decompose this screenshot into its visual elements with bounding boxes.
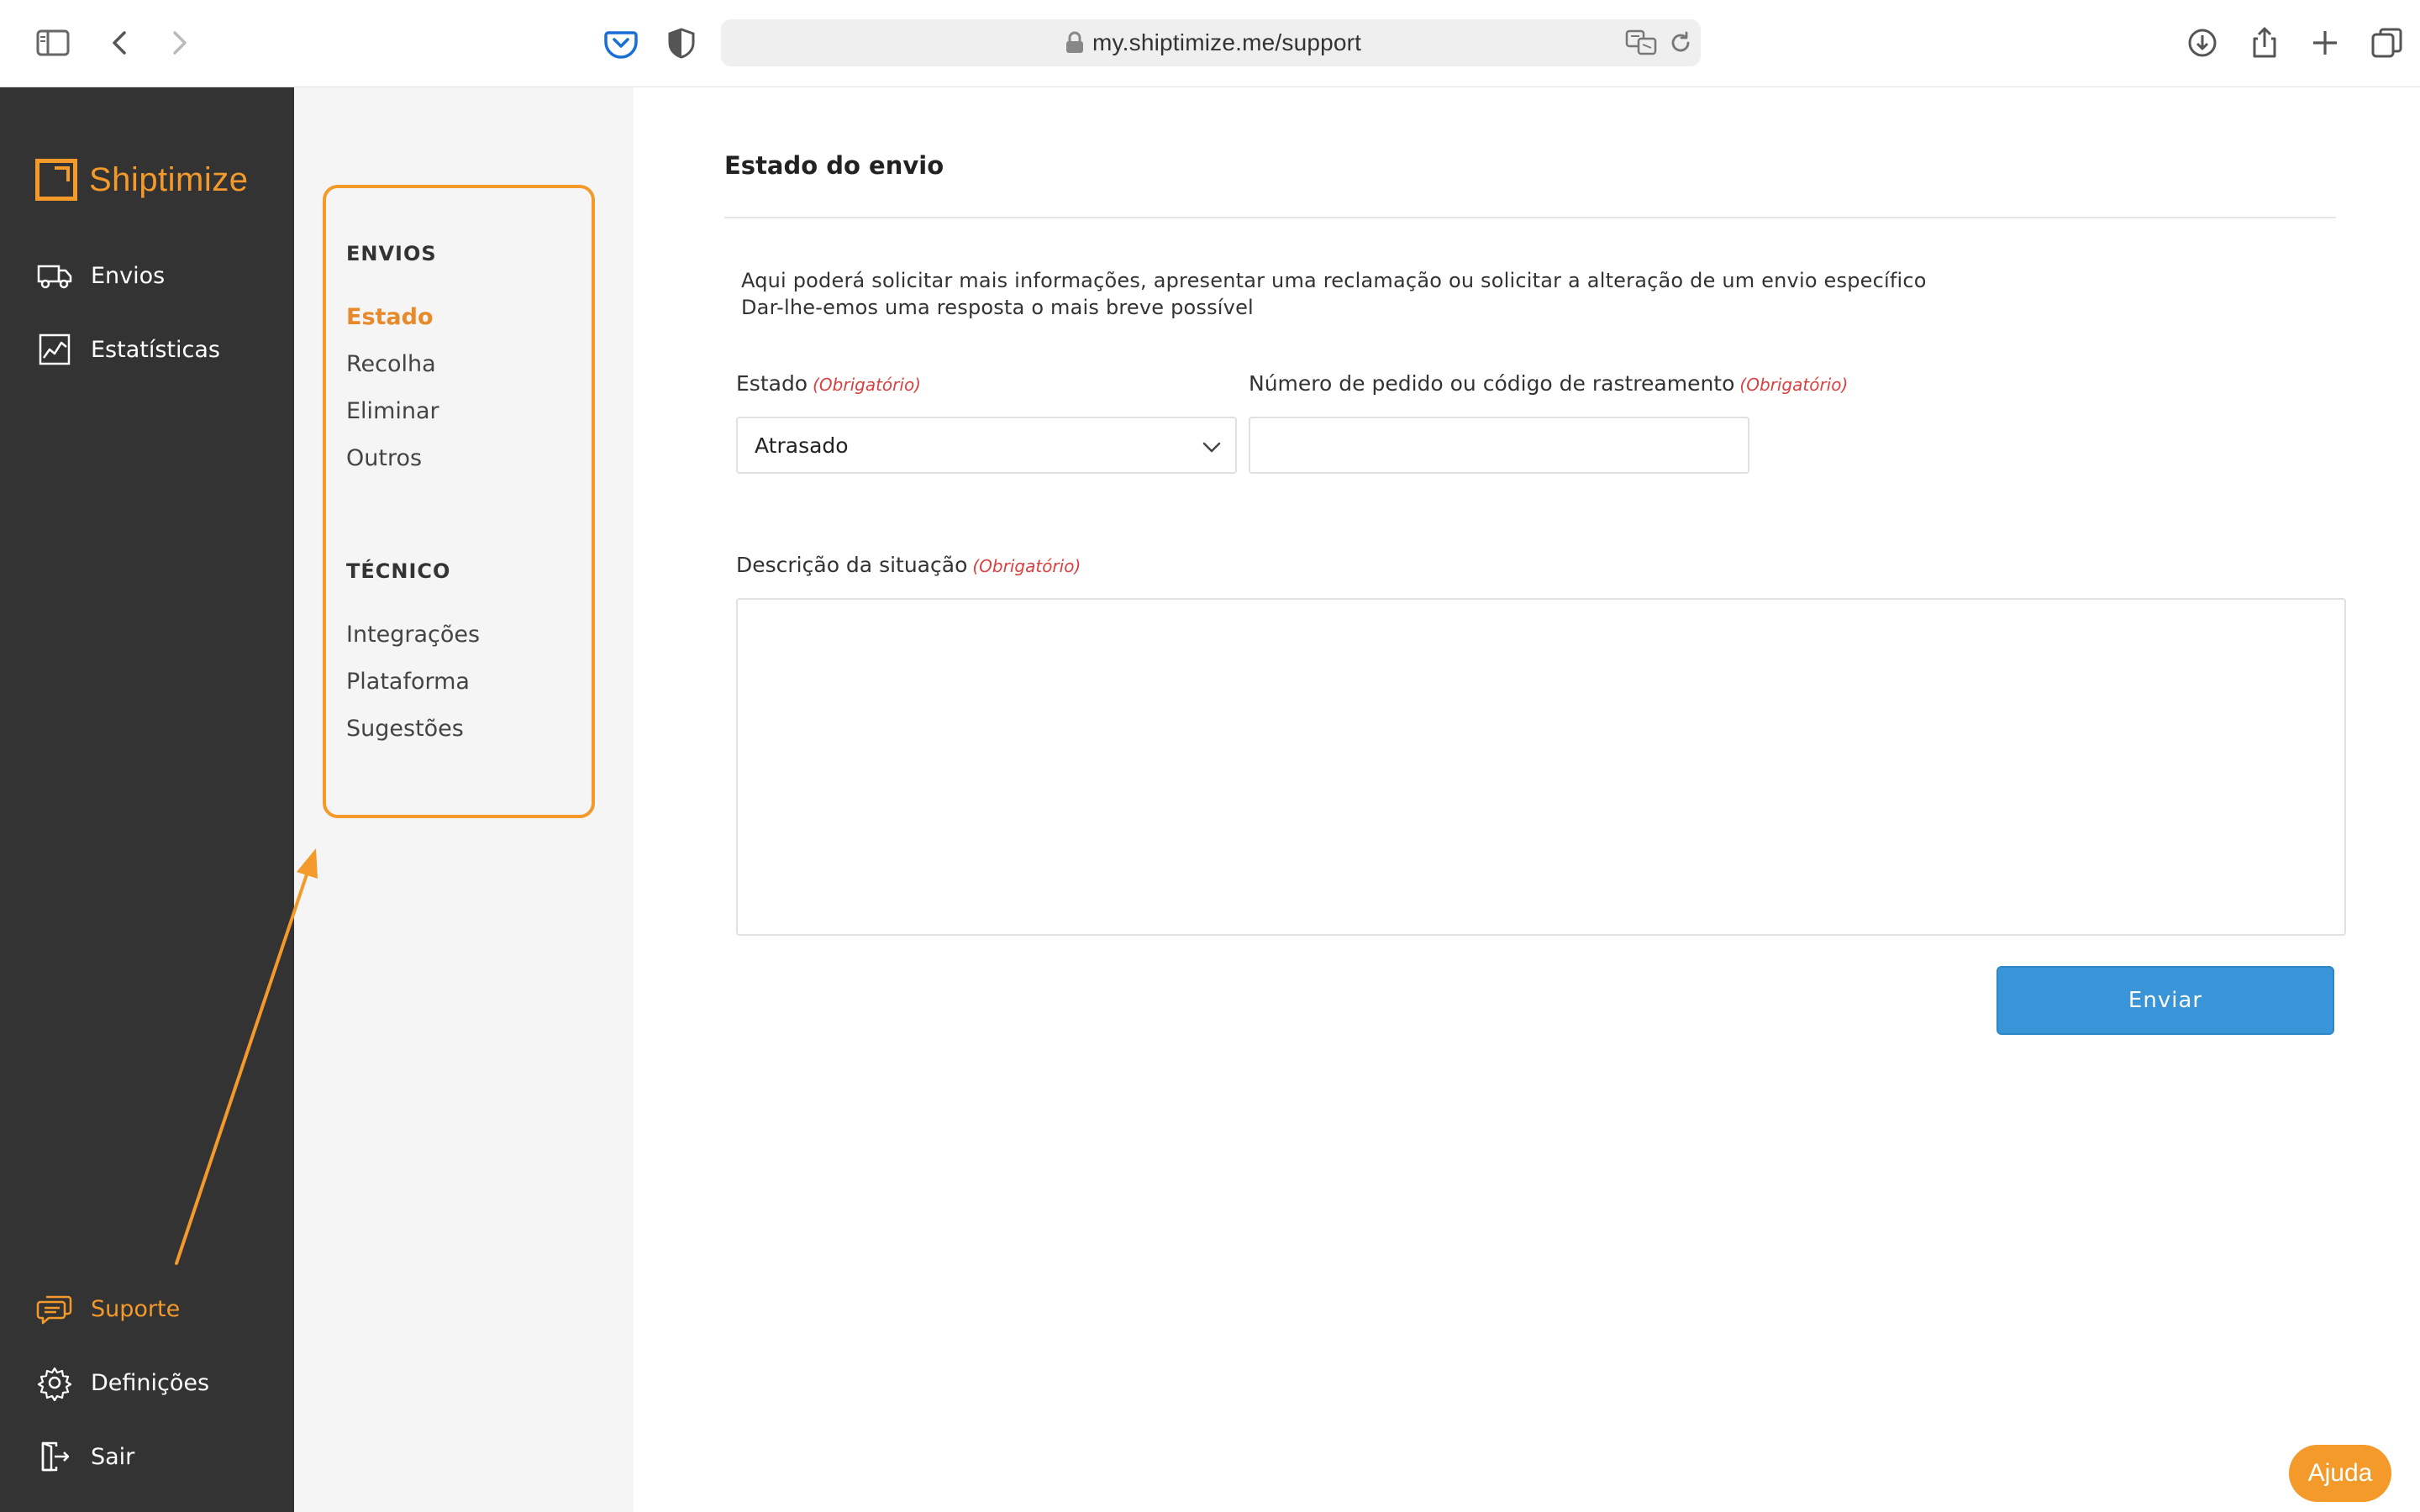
submenu-item-recolha[interactable]: Recolha [346,351,436,377]
submenu-item-plataforma[interactable]: Plataforma [346,669,470,695]
sidebar-item-sair[interactable] [35,1435,134,1478]
sidebar-item-envios[interactable] [35,254,165,297]
main-content [634,87,2420,1512]
browser-toolbar [0,0,2420,87]
sidebar-item-label: Suporte [91,1295,181,1322]
chart-icon [35,330,74,369]
submenu-item-eliminar[interactable]: Eliminar [346,398,439,424]
status-select[interactable] [736,417,1237,474]
chevron-down-icon [1200,435,1223,459]
sidebar-toggle-icon[interactable] [32,22,74,64]
section-heading-envios: ENVIOS [346,242,437,265]
shield-icon[interactable] [660,22,702,64]
chat-icon [35,1289,74,1328]
tracking-input[interactable] [1249,417,1749,474]
page-title: Estado do envio [724,151,944,180]
support-submenu [294,87,634,1512]
submit-button[interactable]: Enviar [1996,966,2334,1035]
sidebar-item-label: Estatísticas [91,336,220,363]
status-label-text: Estado [736,371,808,396]
logo-mark-icon [35,159,77,201]
gear-icon [35,1363,74,1402]
status-select-value: Atrasado [755,433,849,458]
sidebar-item-definicoes[interactable] [35,1361,209,1404]
situation-textarea[interactable] [736,598,2346,936]
address-bar[interactable] [721,19,1701,66]
required-tag: (Obrigatório) [813,375,921,395]
tracking-label-text: Número de pedido ou código de rastreamento [1249,371,1735,396]
download-icon[interactable] [2181,22,2223,64]
divider [724,217,2336,218]
translate-icon[interactable] [1625,28,1659,58]
description-line-2: Dar-lhe-emos uma resposta o mais breve possível [741,296,1254,319]
situation-label-text: Descrição da situação [736,553,968,577]
forward-icon[interactable] [158,22,200,64]
submenu-item-outros[interactable]: Outros [346,445,423,471]
sidebar-item-estatisticas[interactable] [35,328,220,371]
submenu-item-integracoes[interactable]: Integrações [346,622,481,648]
tabs-overview-icon[interactable] [2366,22,2408,64]
situation-label [736,553,1081,577]
sidebar-item-label: Envios [91,262,166,289]
back-icon[interactable] [99,22,141,64]
sidebar-item-label: Definições [91,1369,210,1396]
required-tag: (Obrigatório) [972,556,1081,576]
url-text: my.shiptimize.me/support [1092,29,1362,55]
sidebar-item-suporte[interactable] [35,1287,180,1331]
section-heading-tecnico: TÉCNICO [346,559,451,583]
tracking-label [1249,371,1848,396]
required-tag: (Obrigatório) [1739,375,1849,395]
brand-logo[interactable] [35,158,249,202]
reload-icon[interactable] [1667,29,1694,56]
help-button[interactable]: Ajuda [2289,1445,2391,1502]
main-sidebar [0,87,294,1512]
share-icon[interactable] [2244,22,2286,64]
sidebar-item-label: Sair [91,1443,135,1470]
status-label [736,371,921,396]
submenu-item-sugestoes[interactable]: Sugestões [346,716,464,742]
new-tab-icon[interactable] [2304,22,2346,64]
pocket-icon[interactable] [600,22,642,64]
description-line-1: Aqui poderá solicitar mais informações, apresentar uma reclamação ou solicitar a alteração de um envio específico [741,269,1927,292]
lock-icon [1064,31,1086,55]
truck-icon [35,256,74,295]
logout-icon [35,1437,74,1476]
brand-name: Shiptimize [89,160,249,198]
submenu-item-estado[interactable]: Estado [346,304,434,330]
